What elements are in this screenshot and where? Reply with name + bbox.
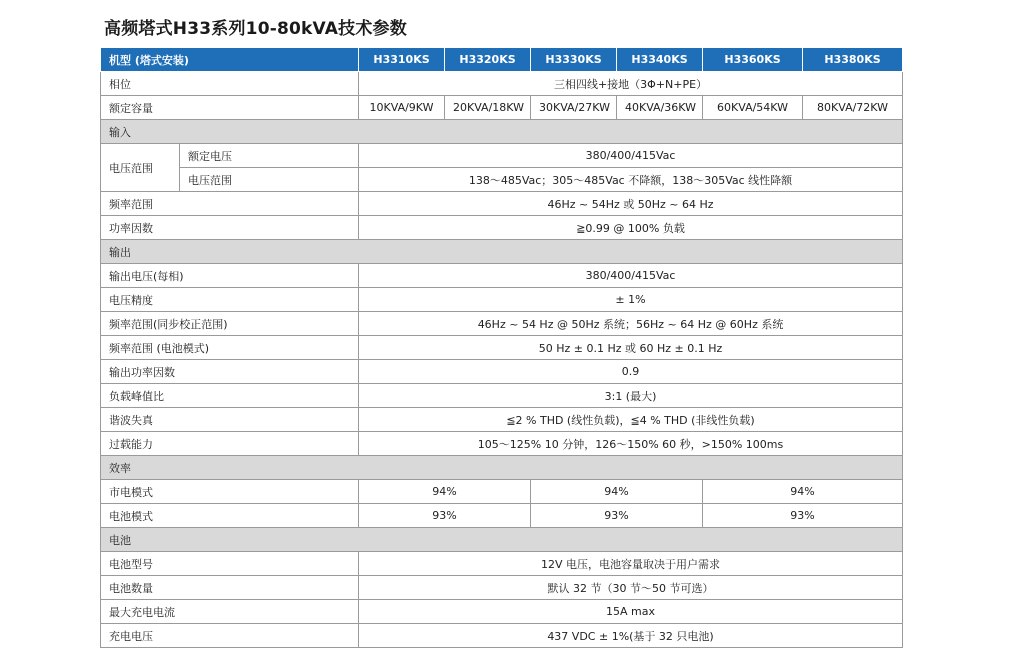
row-label: 电池数量	[101, 576, 359, 600]
model-header-cell: H3380KS	[803, 48, 903, 72]
row-label: 电池型号	[101, 552, 359, 576]
capacity-cell: 30KVA/27KW	[531, 96, 617, 120]
capacity-cell: 20KVA/18KW	[445, 96, 531, 120]
row-value: 0.9	[359, 360, 903, 384]
row-label: 输出电压(每相)	[101, 264, 359, 288]
capacity-cell: 10KVA/9KW	[359, 96, 445, 120]
row-label: 市电模式	[101, 480, 359, 504]
table-row	[101, 360, 903, 384]
section-label: 效率	[101, 456, 903, 480]
row-value: 138～485Vac；305～485Vac 不降额，138～305Vac 线性降额	[359, 168, 903, 192]
section-label: 输出	[101, 240, 903, 264]
row-label: 谐波失真	[101, 408, 359, 432]
row-label: 充电电压	[101, 624, 359, 648]
row-value: 46Hz ~ 54Hz 或 50Hz ~ 64 Hz	[359, 192, 903, 216]
row-label: 额定容量	[101, 96, 359, 120]
row-label: 频率范围	[101, 192, 359, 216]
row-label: 最大充电电流	[101, 600, 359, 624]
row-value: 15A max	[359, 600, 903, 624]
table-row	[101, 312, 903, 336]
section-label: 电池	[101, 528, 903, 552]
capacity-cell: 40KVA/36KW	[617, 96, 703, 120]
table-row	[101, 72, 903, 96]
table-row	[101, 504, 903, 528]
row-label: 输出功率因数	[101, 360, 359, 384]
row-label: 频率范围(同步校正范围)	[101, 312, 359, 336]
row-value: ≦2 % THD (线性负载)，≦4 % THD (非线性负载)	[359, 408, 903, 432]
model-header-cell: H3340KS	[617, 48, 703, 72]
row-value: 46Hz ~ 54 Hz @ 50Hz 系统；56Hz ~ 64 Hz @ 60Hz 系统	[359, 312, 903, 336]
efficiency-cell: 94%	[703, 480, 903, 504]
row-value: 3:1 (最大)	[359, 384, 903, 408]
page-title: 高频塔式H33系列10-80kVA技术参数	[104, 19, 407, 39]
efficiency-cell: 94%	[531, 480, 703, 504]
table-row	[101, 288, 903, 312]
table-row	[101, 552, 903, 576]
section-row-battery	[101, 528, 903, 552]
table-row	[101, 168, 903, 192]
row-value: 默认 32 节（30 节～50 节可选）	[359, 576, 903, 600]
row-label: 过载能力	[101, 432, 359, 456]
row-value: ± 1%	[359, 288, 903, 312]
table-row	[101, 576, 903, 600]
table-row	[101, 408, 903, 432]
row-label: 电压范围	[180, 168, 359, 192]
section-row-efficiency	[101, 456, 903, 480]
row-value: 105～125% 10 分钟，126～150% 60 秒，>150% 100ms	[359, 432, 903, 456]
spec-table	[100, 47, 903, 648]
model-header-cell: H3310KS	[359, 48, 445, 72]
capacity-cell: 80KVA/72KW	[803, 96, 903, 120]
table-row	[101, 480, 903, 504]
table-header-row	[101, 48, 903, 72]
efficiency-cell: 93%	[531, 504, 703, 528]
table-row	[101, 600, 903, 624]
row-value: 12V 电压，电池容量取决于用户需求	[359, 552, 903, 576]
row-label: 电压精度	[101, 288, 359, 312]
row-value: ≧0.99 @ 100% 负载	[359, 216, 903, 240]
capacity-cell: 60KVA/54KW	[703, 96, 803, 120]
table-row	[101, 96, 903, 120]
row-label: 相位	[101, 72, 359, 96]
row-label: 频率范围 (电池模式)	[101, 336, 359, 360]
row-label: 负载峰值比	[101, 384, 359, 408]
table-row	[101, 264, 903, 288]
table-row	[101, 624, 903, 648]
table-row	[101, 216, 903, 240]
model-header-cell: H3360KS	[703, 48, 803, 72]
model-header-cell: H3320KS	[445, 48, 531, 72]
row-label: 额定电压	[180, 144, 359, 168]
row-value: 三相四线+接地（3Φ+N+PE）	[359, 72, 903, 96]
table-row	[101, 384, 903, 408]
section-row-input	[101, 120, 903, 144]
table-row	[101, 336, 903, 360]
model-header-cell: H3330KS	[531, 48, 617, 72]
group-label: 电压范围	[101, 144, 180, 192]
table-row	[101, 432, 903, 456]
row-value: 380/400/415Vac	[359, 144, 903, 168]
row-value: 50 Hz ± 0.1 Hz 或 60 Hz ± 0.1 Hz	[359, 336, 903, 360]
efficiency-cell: 93%	[359, 504, 531, 528]
section-label: 输入	[101, 120, 903, 144]
row-label: 功率因数	[101, 216, 359, 240]
efficiency-cell: 93%	[703, 504, 903, 528]
section-row-output	[101, 240, 903, 264]
table-row	[101, 192, 903, 216]
row-label: 电池模式	[101, 504, 359, 528]
row-value: 437 VDC ± 1%(基于 32 只电池)	[359, 624, 903, 648]
table-row	[101, 144, 903, 168]
efficiency-cell: 94%	[359, 480, 531, 504]
row-value: 380/400/415Vac	[359, 264, 903, 288]
model-header-label: 机型 (塔式安装)	[101, 48, 359, 72]
